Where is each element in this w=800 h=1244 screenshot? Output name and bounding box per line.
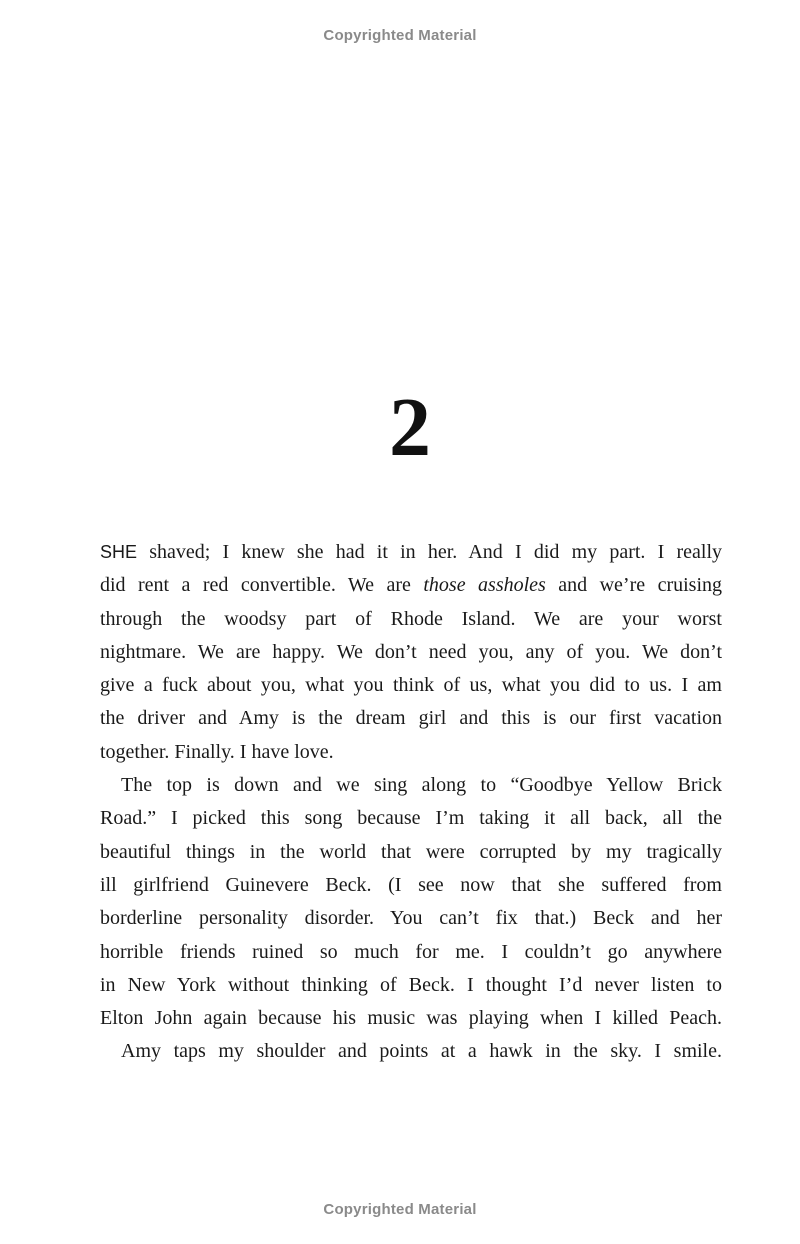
text-line: The top is down and we sing along to “Goodbye Yellow Brick <box>121 774 722 797</box>
text-line: ill girlfriend Guinevere Beck. (I see now that she suffered from <box>100 873 722 896</box>
text-line: Road.” I picked this song because I’m taking it all back, all the <box>100 807 722 830</box>
copyright-watermark-bottom: Copyrighted Material <box>323 1201 477 1218</box>
text-line <box>100 569 722 602</box>
italic-phrase: those assholes <box>423 574 546 597</box>
text-line: borderline personality disorder. You can’t fix that.) Beck and her <box>100 907 722 930</box>
text-line <box>100 536 722 569</box>
line-text: and we’re cruising <box>545 574 723 597</box>
copyright-watermark-top: Copyrighted Material <box>323 27 477 44</box>
text-line: Elton John again because his music was playing when I killed Peach. <box>100 1007 722 1030</box>
text-line: through the woodsy part of Rhode Island. We are your worst <box>100 607 722 630</box>
line-text: did rent a red convertible. We are <box>100 574 424 597</box>
text-line: together. Finally. I have love. <box>100 740 334 763</box>
text-line: Amy taps my shoulder and points at a hawk in the sky. I smile. <box>121 1040 722 1063</box>
lead-word: SHE <box>100 542 138 562</box>
chapter-body <box>100 536 722 1069</box>
text-line: horrible friends ruined so much for me. I couldn’t go anywhere <box>100 940 722 963</box>
text-line: give a fuck about you, what you think of us, what you did to us. I am <box>100 674 722 697</box>
line-text: shaved; I knew she had it in her. And I did my part. I really <box>137 541 722 563</box>
text-line: nightmare. We are happy. We don’t need you, any of you. We don’t <box>100 640 722 663</box>
text-line: the driver and Amy is the dream girl and this is our first vacation <box>100 707 722 730</box>
text-line: in New York without thinking of Beck. I thought I’d never listen to <box>100 973 722 996</box>
chapter-number: 2 <box>389 381 431 474</box>
text-line: beautiful things in the world that were corrupted by my tragically <box>100 840 722 863</box>
